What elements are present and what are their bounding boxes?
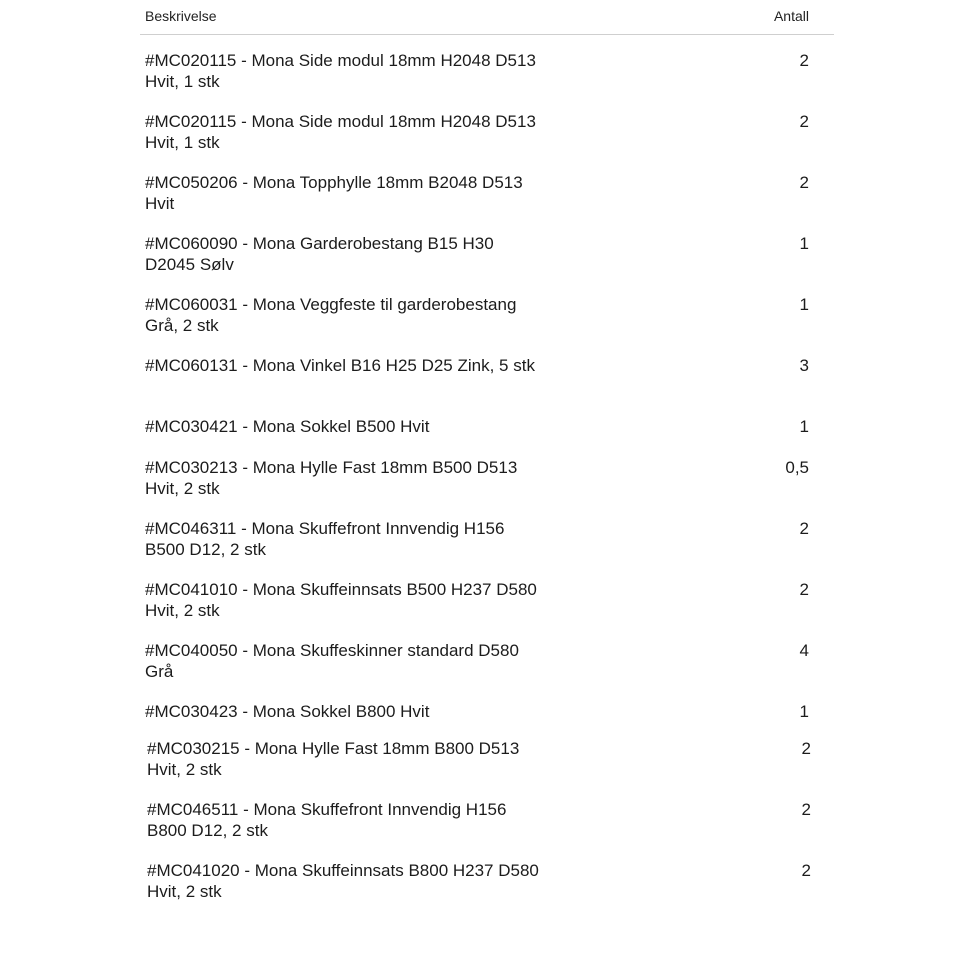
order-lines-table [140, 0, 834, 901]
row-description: #MC020115 - Mona Side modul 18mm H2048 D513 Hvit, 1 stk [145, 51, 536, 91]
table-row [140, 233, 834, 289]
table-row [140, 457, 834, 513]
table-row [140, 860, 834, 916]
row-description: #MC046311 - Mona Skuffefront Innvendig H156 B500 D12, 2 stk [145, 519, 505, 559]
row-quantity: 3 [799, 356, 809, 375]
row-quantity: 1 [799, 417, 809, 436]
table-row [140, 172, 834, 228]
row-description: #MC030423 - Mona Sokkel B800 Hvit [145, 702, 430, 721]
row-description: #MC060031 - Mona Veggfeste til garderobestang Grå, 2 stk [145, 295, 517, 335]
row-description: #MC060131 - Mona Vinkel B16 H25 D25 Zink, 5 stk [145, 356, 535, 375]
table-row [140, 294, 834, 350]
row-quantity: 2 [801, 739, 811, 758]
row-quantity: 1 [799, 295, 809, 314]
row-quantity: 1 [799, 234, 809, 253]
row-quantity: 1 [799, 702, 809, 721]
row-description: #MC060090 - Mona Garderobestang B15 H30 D2045 Sølv [145, 234, 494, 274]
row-description: #MC030213 - Mona Hylle Fast 18mm B500 D513 Hvit, 2 stk [145, 458, 518, 498]
row-description: #MC020115 - Mona Side modul 18mm H2048 D513 Hvit, 1 stk [145, 112, 536, 152]
row-quantity: 2 [799, 112, 809, 131]
row-description: #MC050206 - Mona Topphylle 18mm B2048 D513 Hvit [145, 173, 523, 213]
row-quantity: 2 [799, 519, 809, 538]
table-row [140, 355, 834, 411]
table-row [140, 799, 834, 855]
row-quantity: 2 [799, 173, 809, 192]
row-description: #MC030421 - Mona Sokkel B500 Hvit [145, 417, 430, 436]
header-description: Beskrivelse [145, 8, 217, 24]
table-row [140, 640, 834, 696]
table-row [140, 738, 834, 794]
row-description: #MC046511 - Mona Skuffefront Innvendig H156 B800 D12, 2 stk [147, 800, 507, 840]
row-description: #MC030215 - Mona Hylle Fast 18mm B800 D513 Hvit, 2 stk [147, 739, 520, 779]
row-quantity: 2 [801, 800, 811, 819]
row-quantity: 2 [801, 861, 811, 880]
header-quantity: Antall [773, 8, 809, 24]
row-quantity: 2 [799, 51, 809, 70]
table-header [140, 0, 834, 35]
table-row [140, 111, 834, 167]
row-description: #MC040050 - Mona Skuffeskinner standard D580 Grå [145, 641, 519, 681]
table-row [140, 579, 834, 635]
row-description: #MC041010 - Mona Skuffeinnsats B500 H237 D580 Hvit, 2 stk [145, 580, 537, 620]
row-quantity: 0,5 [785, 458, 809, 477]
table-row [140, 50, 834, 106]
row-description: #MC041020 - Mona Skuffeinnsats B800 H237 D580 Hvit, 2 stk [147, 861, 539, 901]
row-quantity: 2 [799, 580, 809, 599]
row-quantity: 4 [799, 641, 809, 660]
table-row [140, 518, 834, 574]
